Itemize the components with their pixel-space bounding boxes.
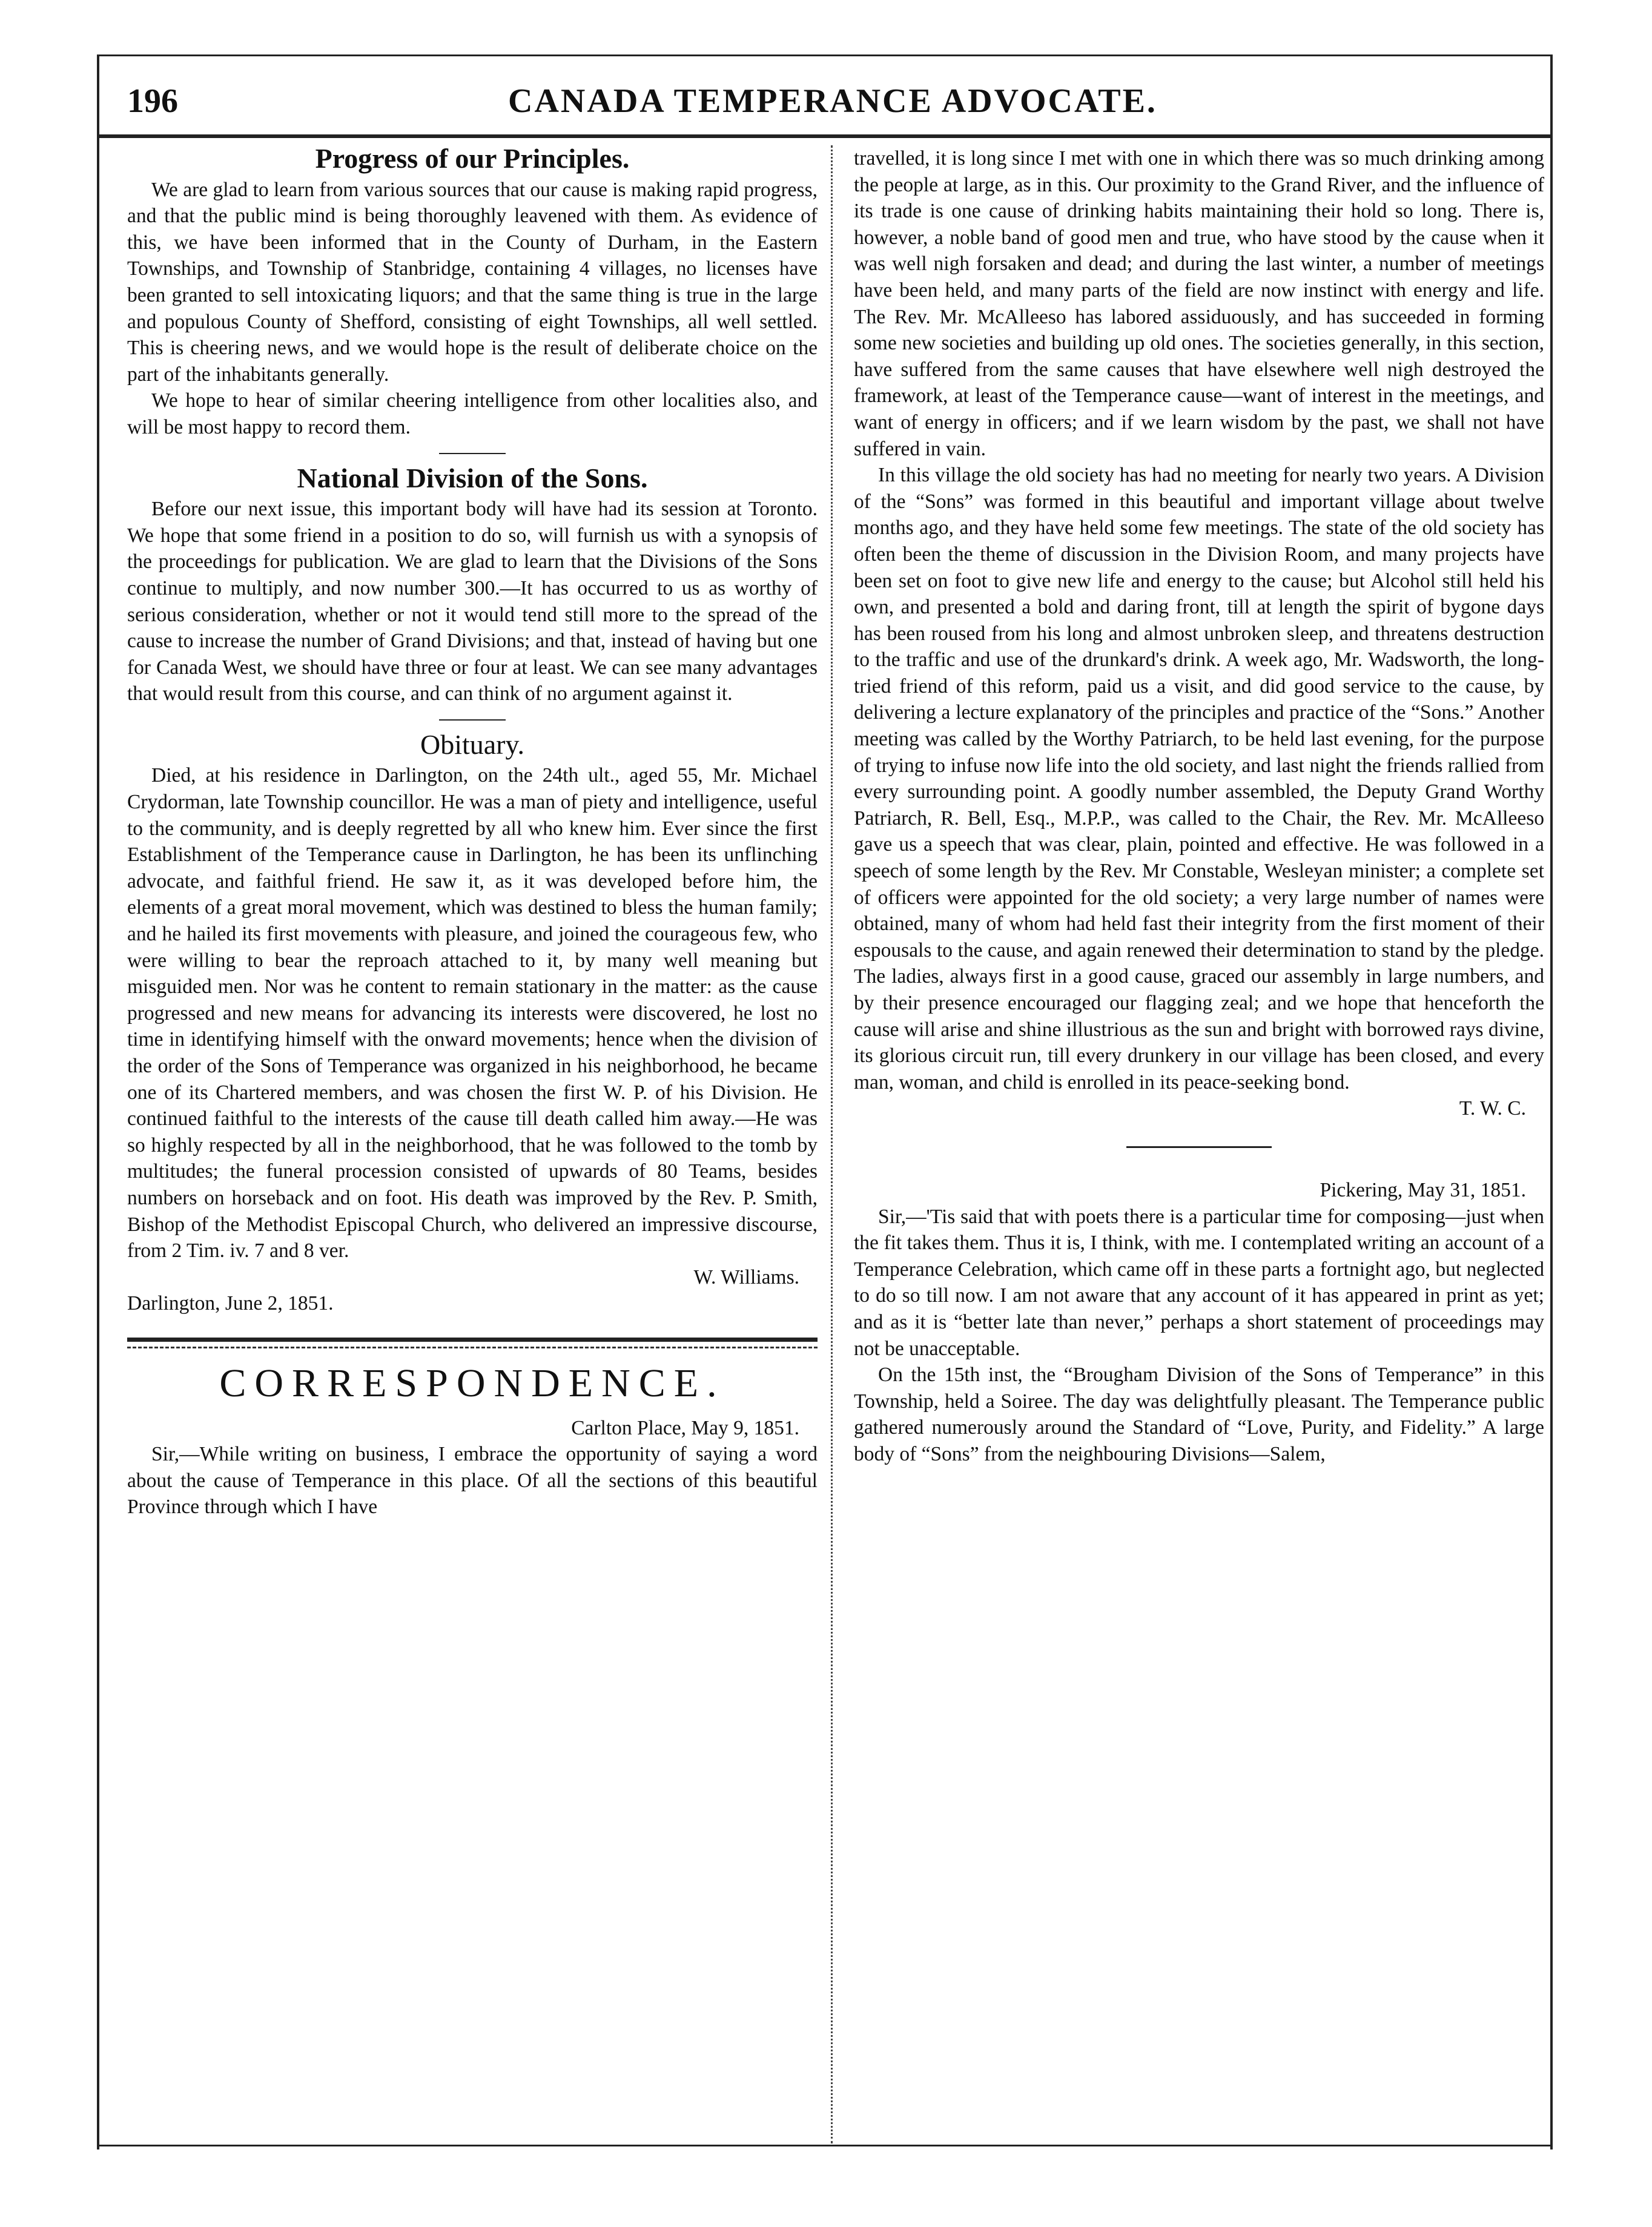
right-column xyxy=(854,145,1544,1468)
national-paragraph-1: Before our next issue, this important body will have had its session at Toronto. We hope that some friend in a position to do so, will furnish us with a synopsis of the proceedings for publication. We are glad to learn that the Divisions of the Sons continue to multiply, and now number 300.—It has occurred to us as worthy of serious consideration, whether or not it would tend still more to the spread of the cause to increase the number of Grand Divisions; and that, instead of having but one for Canada West, we should have three or four at least. We can see many advantages that would result from this course, and can think of no argument against it. xyxy=(127,498,818,705)
running-title: CANADA TEMPERANCE ADVOCATE. xyxy=(508,82,1157,120)
national-heading: National Division of the Sons. xyxy=(297,462,648,493)
article-obituary xyxy=(127,728,818,1317)
correspondence-paragraph-1: Sir,—While writing on business, I embrace the opportunity of saying a word about the cause of Temperance in this place. Of all the sections of this beautiful Province through which I have xyxy=(127,1443,818,1519)
article-progress xyxy=(127,145,818,441)
pickering-dateline: Pickering, May 31, 1851. xyxy=(1320,1178,1526,1201)
obituary-signature: W. Williams. xyxy=(693,1265,799,1288)
page-header xyxy=(127,79,1538,139)
obituary-place-date: Darlington, June 2, 1851. xyxy=(127,1292,334,1315)
top-border xyxy=(97,54,1553,56)
progress-paragraph-1: We are glad to learn from various sources that our cause is making rapid progress, and that the public mind is being thoroughly leavened with them. As evidence of this, we have been informed that in the County of Durham, in the Eastern Townships, and Township of Stanbridge, containing 4 villages, no licenses have been granted to sell intoxicating liquors; and that the same thing is true in the large and populous County of Shefford, consisting of eight Townships, all well settled. This is cheering news, and we would hope is the result of deliberate choice on the part of the inhabitants generally. xyxy=(127,178,818,386)
section-rule xyxy=(1126,1146,1272,1148)
obituary-paragraph-1: Died, at his residence in Darlington, on the 24th ult., aged 55, Mr. Michael Crydorman, late Township councillor. He was a man of piety and intelligence, useful to the community, and is deeply regretted by all who knew him. Ever since the first Establishment of the Temperance cause in Darlington, he has been its unflinching advocate, and faithful friend. He saw it, as it was developed before him, the elements of a great moral movement, which was destined to bless the human family; and he hailed its first movements with pleasure, and joined the courageous few, who were willing to bear the reproach attached to it, by many well meaning but misguided men. Nor was he content to remain stationary in the matter: as the cause progressed and new means for advancing its interests were discovered, he lost no time in identifying himself with the onward movements; hence when the division of the order of the Sons of Temperance was organized in his neighborhood, he became one of its Chartered members, and was chosen the first W. P. of his Division. He continued faithful to the interests of the cause till death called him away.—He was so highly respected by all in the neighborhood, that he was followed to the tomb by multitudes; the funeral procession consisted of upwards of 80 Teams, besides numbers on horseback and on foot. His death was improved by the Rev. P. Smith, Bishop of the Methodist Episcopal Church, who delivered an impressive discourse, from 2 Tim. iv. 7 and 8 ver. xyxy=(127,764,818,1262)
progress-heading: Progress of our Principles. xyxy=(315,143,630,174)
progress-paragraph-2: We hope to hear of similar cheering intelligence from other localities also, and will be most happy to record them. xyxy=(127,389,818,438)
letter-signature: T. W. C. xyxy=(1459,1097,1526,1120)
left-column xyxy=(127,145,818,1520)
left-border xyxy=(97,54,99,2149)
pickering-paragraph-2: On the 15th inst, the “Brougham Division of the Sons of Temperance” in this Township, held a Soiree. The day was delightfully pleasant. The Temperance public gathered numerously around the Standard of “Love, Purity, and Fidelity.” A large body of “Sons” from the neighbouring Divisions—Salem, xyxy=(854,1364,1544,1465)
right-border xyxy=(1550,54,1553,2149)
section-rule xyxy=(439,453,506,454)
obituary-heading: Obituary. xyxy=(420,728,525,760)
correspondence-heading: CORRESPONDENCE. xyxy=(219,1361,725,1405)
letter-continued-paragraph: travelled, it is long since I met with one in which there was so much drinking among the people at large, as in this. Our proximity to the Grand River, and the influence of its trade is one cause of drinking habits maintaining their hold so long. There is, however, a noble band of good men and true, who have stood by the cause when it was well nigh forsaken and dead; and during the last winter, a number of meetings have been held, and many parts of the field are now instinct with energy and life. The Rev. Mr. McAlleeso has labored assiduously, and has succeeded in forming some new societies and building up old ones. The societies generally, in this section, have suffered from the same causes that have elsewhere well nigh destroyed the framework, at least of the Temperance cause—want of interest in the meetings, and want of energy in officers; and if we learn wisdom by the past, we shall not have suffered in vain. xyxy=(854,147,1544,460)
dashed-rule xyxy=(127,1347,818,1350)
correspondence-section xyxy=(127,1361,818,1520)
column-divider xyxy=(831,145,834,2143)
letter-village-paragraph: In this village the old society has had no meeting for nearly two years. A Division of the “Sons” was formed in this beautiful and important village about twelve months ago, and they have held some few meetings. The state of the old society has often been the theme of discussion in the Division Room, and many projects have been set on foot to give new life and energy to the cause; but Alcohol still held his own, and presented a bold and daring front, till at length the spirit of bygone days has been roused from his long and almost unbroken sleep, and threatens destruction to the traffic and use of the drunkard's drink. A week ago, Mr. Wadsworth, the long-tried friend of this reform, paid us a visit, and did good service to the cause, by delivering a lecture explanatory of the principles and practice of the “Sons.” Another meeting was called by the Worthy Patriarch, to be held last evening, for the purpose of trying to infuse now life into the old society, and last night the friends rallied from every surrounding point. A goodly number assembled, the Deputy Grand Worthy Patriarch, R. Bell, Esq., M.P.P., was called to the Chair, the Rev. Mr. McAlleeso gave us a speech that was clear, plain, pointed and effective. He was followed in a speech of some length by the Rev. Mr Constable, Wesleyan minister; a complete set of officers were appointed for the old society; a very large number of names were obtained, many of whom had held fast their integrity from the first moment of their espousals to the cause, and again renewed their determination to stand by the pledge. The ladies, always first in a good cause, graced our assembly in large numbers, and by their presence encouraged our flagging zeal; and we hope that henceforth the cause will arise and shine illustrious as the sun and bright with borrowed rays divine, its glorious circuit run, till every drunkery in our village has been closed, and every man, woman, and child is enrolled in its peace-seeking bond. xyxy=(854,464,1544,1094)
header-rule xyxy=(97,134,1553,138)
article-national-division xyxy=(127,462,818,707)
section-rule xyxy=(439,719,506,721)
correspondence-dateline: Carlton Place, May 9, 1851. xyxy=(571,1416,799,1439)
newspaper-page xyxy=(91,54,1556,2162)
page-number: 196 xyxy=(127,82,178,120)
pickering-paragraph-1: Sir,—'Tis said that with poets there is a particular time for composing—just when the fit takes them. Thus it is, I think, with me. I contemplated writing an account of a Temperance Celebration, which came off in these parts a fortnight ago, but neglected to do so till now. I am not aware that any account of it has appeared in print as yet; and as it is “better late than never,” perhaps a short statement of proceedings may not be unacceptable. xyxy=(854,1205,1544,1360)
thick-rule xyxy=(127,1338,818,1342)
bottom-border xyxy=(97,2145,1553,2146)
